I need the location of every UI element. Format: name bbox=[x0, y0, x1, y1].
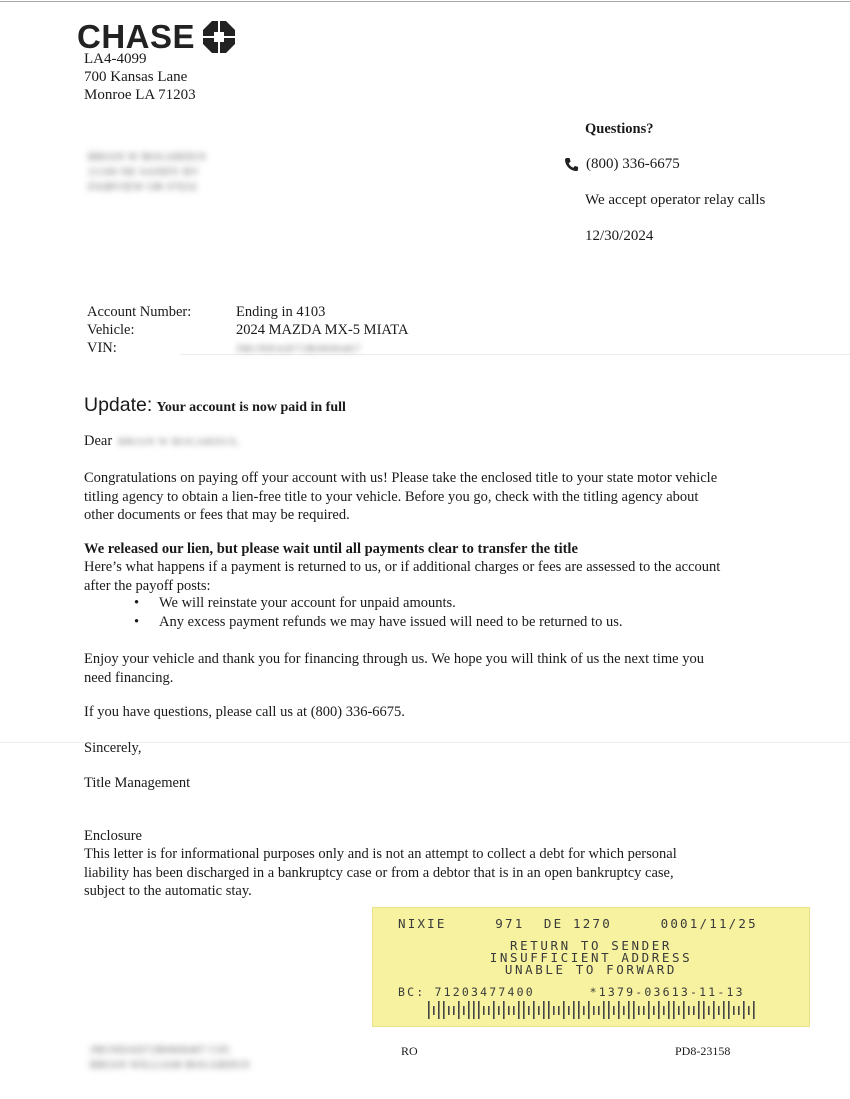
paragraph-questions: If you have questions, please call us at (800) 336-6675. bbox=[84, 704, 405, 720]
barcode-bar bbox=[563, 1001, 565, 1019]
barcode-bar bbox=[508, 1006, 510, 1015]
bankruptcy-disclaimer: This letter is for informational purposes only and is not an attempt to collect a debt for which personal liability has been discharged in a bankruptcy case or from a debtor that is in an open bankruptcy case, subject to the automatic stay. bbox=[84, 846, 677, 899]
barcode-bar bbox=[628, 1001, 630, 1019]
questions-heading: Questions? bbox=[585, 121, 654, 137]
salutation-word: Dear bbox=[84, 433, 113, 449]
barcode-bar bbox=[573, 1001, 575, 1019]
sticker-nixie-line: NIXIE 971 DE 1270 0001/11/25 bbox=[398, 916, 758, 931]
barcode-bar bbox=[713, 1001, 715, 1019]
barcode-bar bbox=[753, 1001, 755, 1019]
barcode-bar bbox=[703, 1001, 705, 1019]
relay-note: We accept operator relay calls bbox=[585, 192, 766, 208]
barcode-bar bbox=[528, 1006, 530, 1015]
list-item-text: Any excess payment refunds we may have issued will need to be returned to us. bbox=[159, 613, 623, 630]
barcode-bar bbox=[443, 1001, 445, 1019]
barcode-bar bbox=[433, 1006, 435, 1015]
barcode-bar bbox=[708, 1006, 710, 1015]
barcode-bar bbox=[513, 1006, 515, 1015]
barcode-bar bbox=[583, 1006, 585, 1015]
enclosure-note: Enclosure bbox=[84, 828, 142, 844]
footer-redacted bbox=[90, 1043, 250, 1073]
account-row bbox=[87, 321, 408, 339]
barcode-bar bbox=[598, 1006, 600, 1015]
account-row bbox=[87, 339, 408, 358]
address-line: LA4-4099 bbox=[84, 51, 147, 67]
sticker-barcode-number: BC: 71203477400 *1379-03613-11-13 bbox=[398, 985, 745, 999]
contact-phone bbox=[564, 156, 680, 173]
barcode-bar bbox=[723, 1001, 725, 1019]
barcode-bar bbox=[718, 1006, 720, 1015]
letter-date: 12/30/2024 bbox=[585, 228, 654, 244]
redacted-line: BRIAN W BOGARDUS bbox=[88, 151, 207, 163]
barcode-bar bbox=[618, 1001, 620, 1019]
barcode-bar bbox=[548, 1001, 550, 1019]
barcode-bar bbox=[728, 1001, 730, 1019]
sticker-message-line: UNABLE TO FORWARD bbox=[504, 962, 678, 977]
sticker-message bbox=[372, 940, 810, 976]
barcode-bar bbox=[523, 1001, 525, 1019]
vin-value-redacted: JM1NDAD72R0606467 bbox=[236, 343, 362, 355]
barcode-bar bbox=[733, 1006, 735, 1015]
barcode-bar bbox=[683, 1001, 685, 1019]
barcode-bar bbox=[488, 1006, 490, 1015]
footer-code: PD8-23158 bbox=[675, 1044, 731, 1058]
barcode-bar bbox=[743, 1001, 745, 1019]
paragraph-lien-heading: We released our lien, but please wait until all payments clear to transfer the title bbox=[84, 541, 578, 557]
barcode-bar bbox=[503, 1001, 505, 1019]
brand-wordmark: CHASE bbox=[77, 18, 196, 55]
footer-ro: RO bbox=[401, 1044, 418, 1058]
barcode-bar bbox=[453, 1006, 455, 1015]
salutation-name-redacted: BRIAN W BOGARDUS, bbox=[118, 436, 240, 448]
barcode-bar bbox=[638, 1006, 640, 1015]
address-line: Monroe LA 71203 bbox=[84, 87, 196, 103]
account-details bbox=[87, 303, 408, 358]
barcode-bar bbox=[663, 1006, 665, 1015]
barcode-bar bbox=[748, 1006, 750, 1015]
salutation bbox=[84, 432, 724, 452]
phone-number: (800) 336-6675 bbox=[586, 156, 680, 172]
vehicle-value: 2024 MAZDA MX-5 MIATA bbox=[236, 322, 409, 338]
barcode-bar bbox=[738, 1006, 740, 1015]
recipient-address-redacted bbox=[88, 150, 206, 195]
account-row bbox=[87, 303, 408, 321]
sticker-message-line: RETURN TO SENDER bbox=[509, 938, 672, 953]
barcode-bar bbox=[673, 1001, 675, 1019]
vehicle-label: Vehicle: bbox=[87, 322, 135, 338]
list-item-text: We will reinstate your account for unpaid amounts. bbox=[159, 595, 456, 611]
barcode-bar bbox=[578, 1001, 580, 1019]
barcode-bar bbox=[483, 1006, 485, 1015]
barcode-bar bbox=[428, 1001, 430, 1019]
bullet-icon: • bbox=[134, 613, 140, 630]
barcode-bar bbox=[473, 1001, 475, 1019]
letter-heading bbox=[84, 394, 346, 417]
barcode-bar bbox=[608, 1001, 610, 1019]
redacted-line: JM1NDAD72R0606467 C05 bbox=[90, 1044, 230, 1056]
barcode-bar bbox=[543, 1001, 545, 1019]
barcode-bar bbox=[693, 1006, 695, 1015]
barcode-bar bbox=[533, 1001, 535, 1019]
heading-title: Your account is now paid in full bbox=[156, 400, 346, 415]
account-label: Account Number: bbox=[87, 304, 192, 320]
heading-prefix: Update: bbox=[84, 394, 153, 416]
barcode-bar bbox=[603, 1001, 605, 1019]
barcode-bar bbox=[633, 1001, 635, 1019]
closing: Sincerely, bbox=[84, 740, 142, 756]
barcode-bar bbox=[463, 1006, 465, 1015]
sticker-message-line: INSUFFICIENT ADDRESS bbox=[489, 950, 693, 965]
paragraph-thanks: Enjoy your vehicle and thank you for financing through us. We hope you will think of us the next time you need financing. bbox=[84, 651, 704, 686]
barcode-bar bbox=[518, 1001, 520, 1019]
barcode-bar bbox=[493, 1001, 495, 1019]
postal-barcode bbox=[428, 1001, 758, 1019]
paragraph-congrats: Congratulations on paying off your account with us! Please take the enclosed title to your state motor vehicle titling agency to obtain a lien-free title to your vehicle. Before you go, check with the titling agency about other documents or fees that may be required. bbox=[84, 470, 718, 523]
redacted-line: BRIAN WILLIAM BOGARDUS bbox=[90, 1059, 250, 1071]
usps-return-sticker bbox=[372, 907, 810, 1027]
barcode-bar bbox=[588, 1001, 590, 1019]
barcode-bar bbox=[688, 1006, 690, 1015]
barcode-bar bbox=[558, 1006, 560, 1015]
barcode-bar bbox=[568, 1006, 570, 1015]
barcode-bar bbox=[653, 1006, 655, 1015]
barcode-bar bbox=[593, 1006, 595, 1015]
list-item bbox=[84, 594, 622, 613]
barcode-bar bbox=[498, 1006, 500, 1015]
paragraph-lien: Here’s what happens if a payment is returned to us, or if additional charges or fees are assessed to the account after the payoff posts: bbox=[84, 559, 721, 594]
phone-icon bbox=[564, 157, 579, 172]
signature: Title Management bbox=[84, 775, 191, 791]
barcode-bar bbox=[668, 1001, 670, 1019]
account-value: Ending in 4103 bbox=[236, 304, 326, 320]
address-line: 700 Kansas Lane bbox=[84, 69, 188, 85]
redacted-line: FAIRVIEW OR 97024 bbox=[88, 181, 197, 193]
barcode-bar bbox=[658, 1001, 660, 1019]
barcode-bar bbox=[458, 1001, 460, 1019]
redacted-line: 21100 NE SANDY BV bbox=[88, 166, 200, 178]
scan-edge bbox=[0, 1, 850, 2]
barcode-bar bbox=[448, 1006, 450, 1015]
bullet-icon: • bbox=[134, 595, 140, 611]
barcode-bar bbox=[538, 1006, 540, 1015]
sender-address bbox=[84, 50, 196, 104]
barcode-bar bbox=[438, 1001, 440, 1019]
barcode-bar bbox=[468, 1001, 470, 1019]
vin-label: VIN: bbox=[87, 340, 117, 356]
barcode-bar bbox=[478, 1001, 480, 1019]
chase-octagon-icon bbox=[201, 19, 237, 55]
barcode-bar bbox=[623, 1006, 625, 1015]
list-item bbox=[84, 613, 622, 632]
barcode-bar bbox=[678, 1006, 680, 1015]
bullet-list bbox=[84, 594, 622, 631]
barcode-bar bbox=[698, 1001, 700, 1019]
barcode-bar bbox=[553, 1006, 555, 1015]
barcode-bar bbox=[648, 1001, 650, 1019]
barcode-bar bbox=[643, 1006, 645, 1015]
barcode-bar bbox=[613, 1006, 615, 1015]
